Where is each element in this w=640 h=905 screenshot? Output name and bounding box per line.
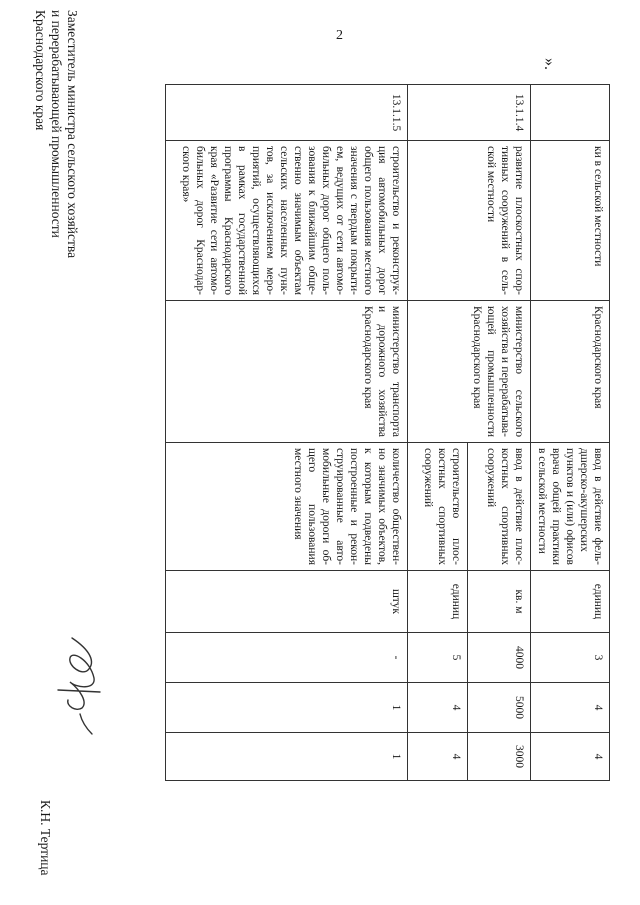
table-row (531, 85, 610, 781)
indicator-name-cell: строительство плос-костных спортивных сооружений (408, 443, 468, 570)
executor-cell: министерство транспорта и дорожного хозяйства Краснодарского края (166, 301, 408, 443)
position-line: и перерабатывающей промышленности (49, 10, 64, 238)
unit-group (408, 571, 531, 633)
indicator-name-cell: ввод в действие фель-дшерско-акушерских пунктов и (или) офисов врача общей практики в сельской местности (531, 443, 610, 571)
program-table (165, 84, 610, 781)
position-line: Краснодарского края (33, 10, 48, 131)
executor-cell: Краснодарского края (531, 301, 610, 443)
value-group-1 (408, 633, 531, 683)
event-cell: развитие плоскостных спор-тивных сооружений в сель-ской местности (408, 141, 531, 301)
signatory-position (32, 10, 80, 258)
event-cell: ки в сельской местности (531, 141, 610, 301)
event-cell: строительство и реконструк-ция автомобильных дорог общего пользования местного значения с твердым покрыти-ем, ведущих от сети автомо-бильных дорог общего поль-зования к ближайшим обще-ственно значимым объектам сельских населенных пунк-тов, за исключением меро-приятий, осуществляющихся в рамках государственной программы Краснодарского края «Развитие сети автомо-бильных дорог Краснодар-ского края» (166, 141, 408, 301)
value-cell-2: 1 (166, 683, 408, 733)
page-number: 2 (336, 28, 343, 43)
value-cell-2: 5000 (513, 696, 525, 719)
value-cell-3: 1 (166, 733, 408, 781)
unit-cell: кв. м (513, 589, 525, 614)
unit-cell: единиц (531, 571, 610, 633)
value-cell-1: 4000 (513, 646, 525, 669)
value-group-3 (408, 733, 531, 781)
handwritten-signature (50, 630, 110, 740)
value-group-2 (408, 683, 531, 733)
value-cell-3: 4 (408, 733, 468, 780)
row-number: 13.1.1.5 (166, 85, 408, 141)
value-cell-3: 4 (531, 733, 610, 781)
rotated-page-content (8, 10, 620, 890)
executor-cell: министерство сельского хозяйства и перерабатыва-ющей промышленности Краснодарского края (408, 301, 531, 443)
indicator-name-cell: ввод в действие плос-костных спортивных сооружений (485, 448, 525, 565)
row-number: 13.1.1.4 (408, 85, 531, 141)
signatory-name: К.Н. Тертица (38, 800, 53, 876)
indicator-name-cell: количество обществен-но значимых объектов, к которым подведены построенные и рекон-струированные авто-мобильные дороги об-щего пользования местного значения (166, 443, 408, 571)
value-cell-2: 4 (408, 683, 468, 732)
value-cell-1: 5 (408, 633, 468, 682)
unit-cell: штук (166, 571, 408, 633)
indicator-name-group (408, 443, 531, 571)
value-cell-3: 3000 (513, 745, 525, 768)
value-cell-1: 3 (531, 633, 610, 683)
unit-cell: единиц (408, 571, 468, 632)
position-line: Заместитель министра сельского хозяйства (65, 10, 80, 259)
closing-quote: ». (541, 58, 558, 70)
value-cell-1: - (166, 633, 408, 683)
value-cell-2: 4 (531, 683, 610, 733)
table-row (166, 85, 408, 781)
table-row (408, 85, 531, 781)
row-number (531, 85, 610, 141)
